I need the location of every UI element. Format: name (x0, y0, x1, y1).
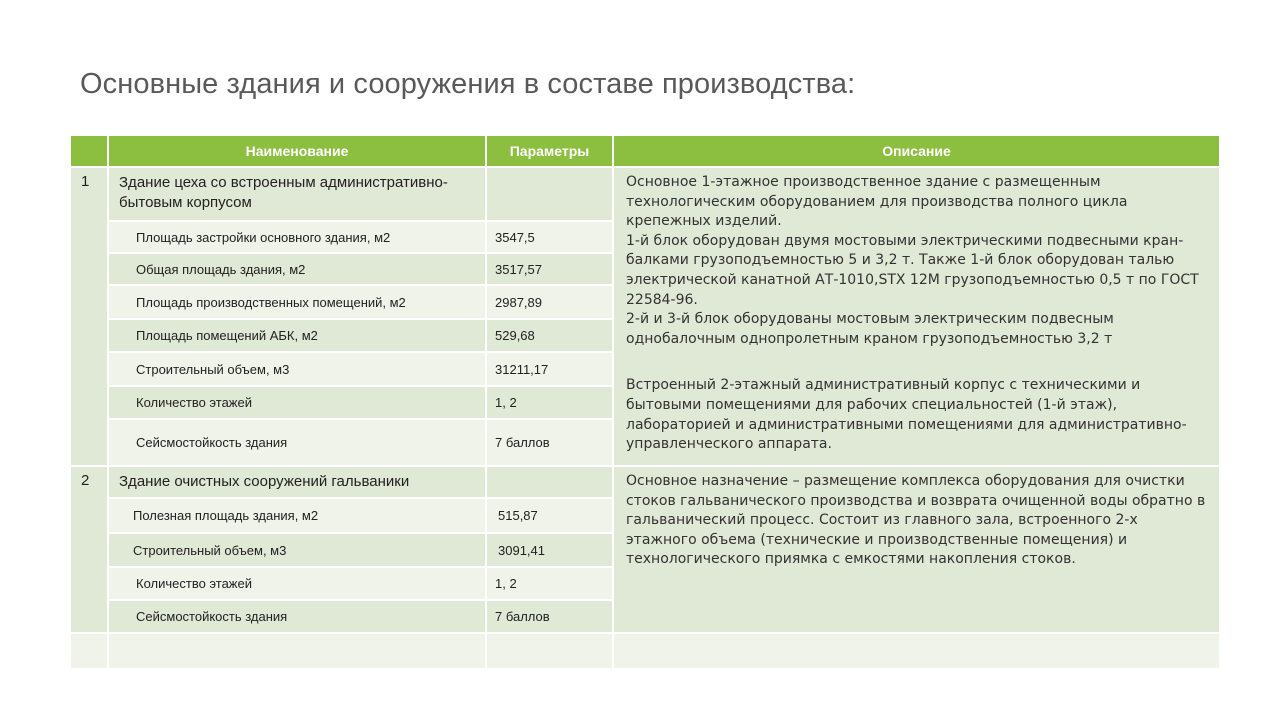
param-label: Общая площадь здания, м2 (109, 254, 485, 284)
slide-title: Основные здания и сооружения в составе производства: (80, 68, 856, 100)
param-value: 7 баллов (487, 420, 612, 465)
description-paragraph: 1-й блок оборудован двумя мостовыми электрическими подвесными кран-балками грузоподъемностью 5 и 3,2 т. Также 1-й блок оборудован талью электрической канатной АТ-1010,STX 12M грузоподъемностью 0,5 т по ГОСТ 22584-96. (626, 232, 1199, 308)
building-number: 2 (71, 467, 107, 632)
building-description (614, 168, 1219, 465)
param-label: Площадь производственных помещений, м2 (109, 286, 485, 318)
empty-cell (109, 634, 485, 668)
param-label: Площадь застройки основного здания, м2 (109, 222, 485, 252)
header-desc: Описание (614, 136, 1219, 166)
param-label: Строительный объем, м3 (109, 534, 485, 566)
param-value: 529,68 (487, 320, 612, 351)
param-value: 515,87 (487, 499, 612, 532)
param-label: Количество этажей (109, 387, 485, 418)
description-paragraph: Основное 1-этажное производственное здание с размещенным технологическим оборудованием для производства полного цикла крепежных изделий. (626, 174, 1128, 230)
param-value: 2987,89 (487, 286, 612, 318)
building-name: Здание цеха со встроенным административно-бытовым корпусом (109, 168, 485, 220)
param-value: 3517,57 (487, 254, 612, 284)
param-value: 31211,17 (487, 353, 612, 385)
param-label: Строительный объем, м3 (109, 353, 485, 385)
param-label: Сейсмостойкость здания (109, 601, 485, 632)
param-value: 3091,41 (487, 534, 612, 566)
param-value: 1, 2 (487, 387, 612, 418)
description-paragraph: Основное назначение – размещение комплекса оборудования для очистки стоков гальванического производства и возврата очищенной воды обратно в гальванический процесс. Состоит из главного зала, встроенного 2-х этажного объема (технические и производственные помещения) и технологического приямка с емкостями накопления стоков. (626, 473, 1206, 568)
param-value: 7 баллов (487, 601, 612, 632)
building-number: 1 (71, 168, 107, 465)
param-label: Сейсмостойкость здания (109, 420, 485, 465)
param-value: 1, 2 (487, 568, 612, 599)
description-paragraph: Встроенный 2-этажный административный корпус с техническими и бытовыми помещениями для рабочих специальностей (1-й этаж), лабораторией и административными помещениями для административно-управленческого аппарата. (626, 377, 1187, 453)
description-paragraph: 2-й и 3-й блок оборудованы мостовым электрическим подвесным однобалочным однопролетным краном грузоподъемностью 3,2 т (626, 311, 1114, 347)
building-description (614, 467, 1219, 632)
empty-cell (71, 634, 107, 668)
param-label: Количество этажей (109, 568, 485, 599)
param-label: Площадь помещений АБК, м2 (109, 320, 485, 351)
param-label: Полезная площадь здания, м2 (109, 499, 485, 532)
building-name: Здание очистных сооружений гальваники (109, 467, 485, 497)
param-value: 3547,5 (487, 222, 612, 252)
header-num-cell (71, 136, 107, 166)
empty-cell (614, 634, 1219, 668)
building-params-cell (487, 467, 612, 497)
header-name: Наименование (109, 136, 485, 166)
buildings-table (71, 136, 1213, 676)
building-params-cell (487, 168, 612, 220)
header-params: Параметры (487, 136, 612, 166)
empty-cell (487, 634, 612, 668)
